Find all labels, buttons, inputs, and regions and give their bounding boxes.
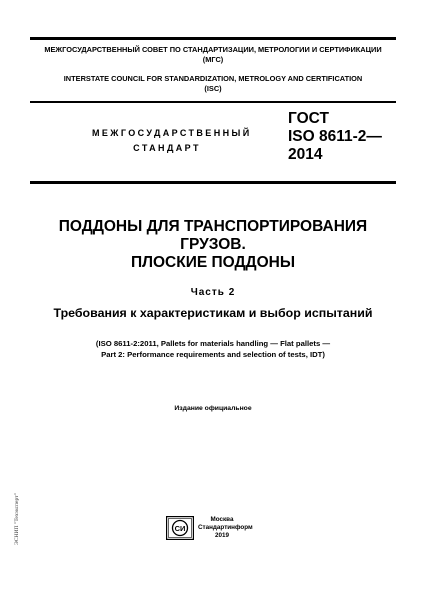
council-name-en bbox=[30, 74, 396, 94]
publisher-name: Стандартинформ bbox=[198, 524, 253, 531]
council-ru-line1: МЕЖГОСУДАРСТВЕННЫЙ СОВЕТ ПО СТАНДАРТИЗАЦИИ, МЕТРОЛОГИИ И СЕРТИФИКАЦИИ bbox=[44, 45, 382, 54]
standard-type-label bbox=[92, 126, 252, 156]
publisher-city: Москва bbox=[210, 516, 234, 523]
edition-label: Издание официальное bbox=[174, 405, 252, 412]
standard-label-line1: МЕЖГОСУДАРСТВЕННЫЙ bbox=[92, 128, 252, 138]
iso-ref-line1: (ISO 8611-2:2011, Pallets for materials handling — Flat pallets — bbox=[95, 339, 331, 348]
council-ru-line2: (МГС) bbox=[202, 55, 224, 64]
logo-text: СИ bbox=[174, 523, 186, 533]
title-line2: ГРУЗОВ. bbox=[180, 236, 246, 253]
publication-year: 2019 bbox=[214, 532, 229, 539]
council-en-line1: INTERSTATE COUNCIL FOR STANDARDIZATION, METROLOGY AND CERTIFICATION bbox=[63, 74, 363, 83]
standartinform-logo-icon bbox=[166, 516, 194, 540]
title-line1: ПОДДОНЫ ДЛЯ ТРАНСПОРТИРОВАНИЯ bbox=[58, 218, 368, 235]
iso-reference bbox=[30, 338, 396, 360]
publisher-block bbox=[198, 516, 253, 540]
part-label: Часть 2 bbox=[190, 287, 236, 298]
gost-line3: 2014 bbox=[288, 146, 323, 163]
gost-line2: ISO 8611-2— bbox=[288, 128, 382, 145]
title-line3: ПЛОСКИЕ ПОДДОНЫ bbox=[130, 254, 295, 271]
middle-rule bbox=[30, 101, 396, 103]
standard-label-line2: СТАНДАРТ bbox=[133, 143, 201, 153]
gost-line1: ГОСТ bbox=[288, 110, 329, 127]
council-name-ru bbox=[30, 45, 396, 65]
council-en-line2: (ISC) bbox=[204, 84, 222, 93]
gost-designation bbox=[288, 110, 382, 164]
iso-ref-line2: Part 2: Performance requirements and selection of tests, IDT) bbox=[101, 350, 325, 359]
document-subtitle: Требования к характеристикам и выбор испытаний bbox=[53, 306, 373, 320]
side-watermark-stamp: ЭСНИП "Техэксперт" bbox=[14, 493, 20, 545]
lower-rule bbox=[30, 181, 396, 184]
document-title bbox=[30, 218, 396, 272]
top-rule bbox=[30, 37, 396, 40]
